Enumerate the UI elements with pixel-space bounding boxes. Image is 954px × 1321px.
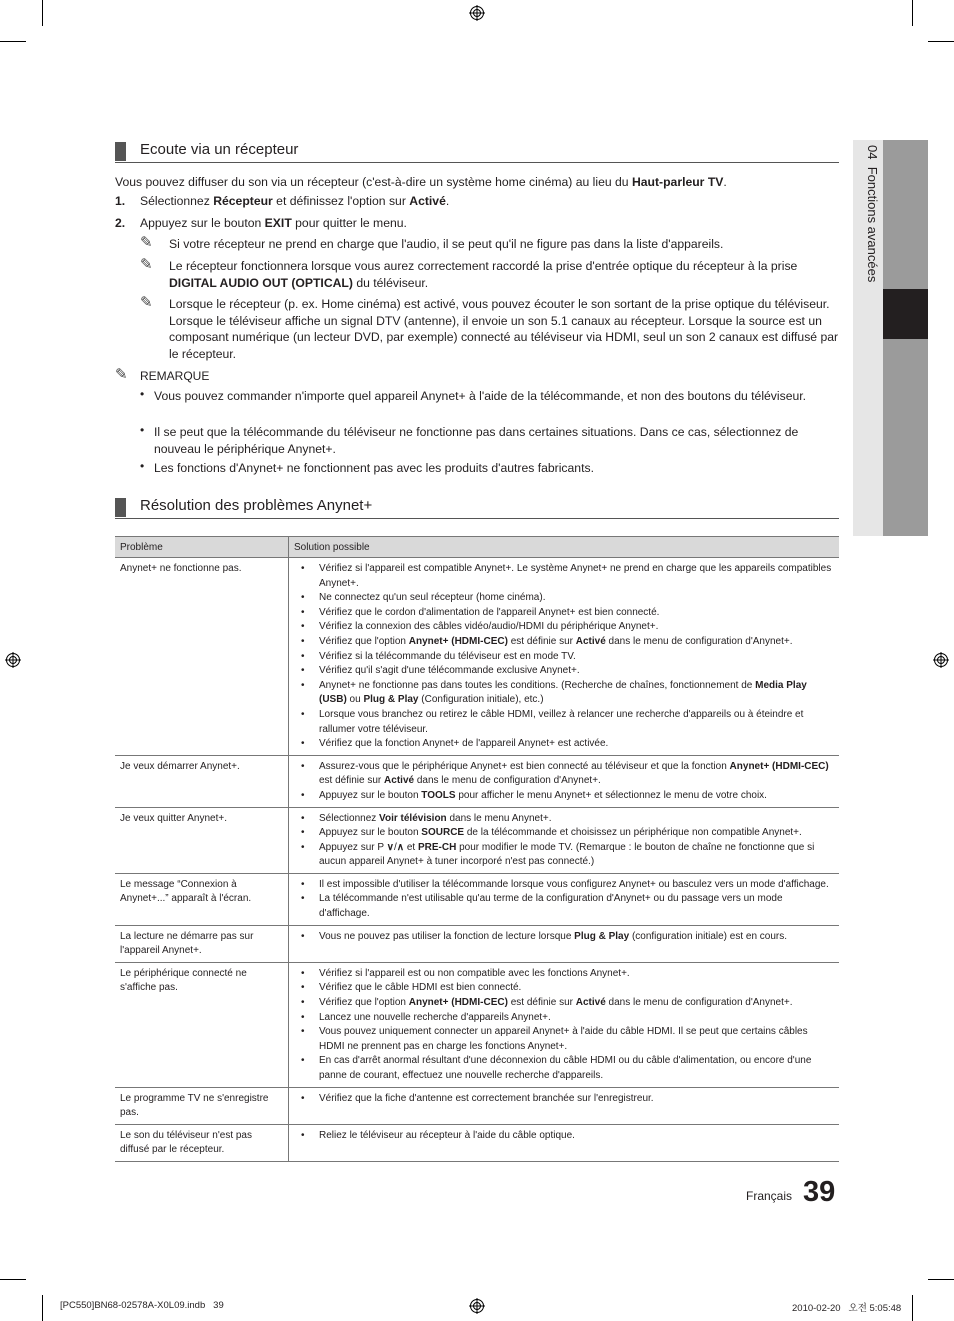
column-header-solution: Solution possible xyxy=(289,537,840,558)
solution-item: • Appuyez sur le bouton SOURCE de la télécommande et choisissez un périphérique non compatible Anynet+. xyxy=(294,826,834,841)
note-text: Lorsque le récepteur (p. ex. Home cinéma) est activé, vous pouvez écouter le son sortant de la prise optique du téléviseur. Lorsque le téléviseur affiche un signal DTV (antenne), il envoie un son 5.1 canaux au récepteur. Lorsque la source est un composant numérique (un lecteur DVD, par exemple) connecté au téléviseur via HDMI, seul un son 2 canaux est diffusé par le récepteur. xyxy=(169,297,839,361)
section-title: Ecoute via un récepteur xyxy=(140,141,299,158)
crop-mark xyxy=(928,1279,954,1280)
solution-item: • Vérifiez qu'il s'agit d'une télécommande exclusive Anynet+. xyxy=(294,664,834,679)
problem-cell: Le message “Connexion à Anynet+...” apparaît à l'écran. xyxy=(115,873,289,925)
table-row xyxy=(115,1087,839,1124)
crop-mark xyxy=(912,1295,913,1321)
solution-item: • Appuyez sur le bouton TOOLS pour afficher le menu Anynet+ et sélectionnez le menu de votre choix. xyxy=(294,789,834,804)
solution-item: • Il est impossible d'utiliser la télécommande lorsque vous configurez Anynet+ ou basculez vers un mode d'affichage. xyxy=(294,878,834,893)
problem-cell: La lecture ne démarre pas sur l'appareil Anynet+. xyxy=(115,925,289,962)
step-text: Sélectionnez Récepteur et définissez l'option sur Activé. xyxy=(140,194,450,208)
problem-cell: Le périphérique connecté ne s'affiche pas. xyxy=(115,962,289,1087)
solution-item: • Anynet+ ne fonctionne pas dans toutes les conditions. (Recherche de chaînes, fonctionnement de Media Play (USB) ou Plug & Play (Configuration initiale), etc.) xyxy=(294,679,834,708)
solution-item: • Vous pouvez uniquement connecter un appareil Anynet+ à l'aide du câble HDMI. Il se peut que certains câbles HDMI ne prennent pas en charge les fonctions Anynet+. xyxy=(294,1025,834,1054)
bullet-icon: • xyxy=(140,459,145,473)
crop-mark xyxy=(928,41,954,42)
solution-list xyxy=(294,1092,834,1107)
solution-item: • Vérifiez que l'option Anynet+ (HDMI-CEC) est définie sur Activé dans le menu de configuration d'Anynet+. xyxy=(294,635,834,650)
solution-item: • Vous ne pouvez pas utiliser la fonction de lecture lorsque Plug & Play (configuration initiale) est en cours. xyxy=(294,930,834,945)
solution-item: • Vérifiez la connexion des câbles vidéo/audio/HDMI du périphérique Anynet+. xyxy=(294,620,834,635)
section-heading xyxy=(115,140,839,163)
solution-list xyxy=(294,930,834,945)
bullet-icon: • xyxy=(140,423,145,437)
step-number: 2. xyxy=(115,216,126,230)
solution-cell xyxy=(289,807,840,873)
registration-mark-icon xyxy=(469,5,485,21)
table-row xyxy=(115,873,839,925)
section-heading xyxy=(115,496,839,519)
table-row xyxy=(115,807,839,873)
solution-list xyxy=(294,812,834,870)
problem-cell: Le programme TV ne s'enregistre pas. xyxy=(115,1087,289,1124)
solution-cell xyxy=(289,1087,840,1124)
solution-item: • Reliez le téléviseur au récepteur à l'aide du câble optique. xyxy=(294,1129,834,1144)
problem-cell: Le son du téléviseur n'est pas diffusé par le récepteur. xyxy=(115,1124,289,1161)
crop-mark xyxy=(0,41,26,42)
solution-item: • Ne connectez qu'un seul récepteur (home cinéma). xyxy=(294,591,834,606)
solution-list xyxy=(294,967,834,1084)
solution-cell xyxy=(289,873,840,925)
table-row xyxy=(115,755,839,807)
solution-cell xyxy=(289,558,840,756)
solution-item: • Appuyez sur P ∨/∧ et PRE-CH pour modifier le mode TV. (Remarque : le bouton de chaîne ne fonctionne que si aucun appareil Anynet+ à tuner incorporé n'est pas connecté.) xyxy=(294,841,834,870)
remark-label: REMARQUE xyxy=(140,369,210,383)
remark-pencil-icon: ✎ xyxy=(115,366,128,383)
solution-cell xyxy=(289,962,840,1087)
registration-mark-icon xyxy=(933,652,949,668)
footer-language: Français xyxy=(746,1189,793,1203)
page-number: 39 xyxy=(803,1176,836,1208)
solution-item: • Assurez-vous que le périphérique Anynet+ est bien connecté au téléviseur et que la fonction Anynet+ (HDMI-CEC) est définie sur Activé dans le menu de configuration d'Anynet+. xyxy=(294,760,834,789)
note-pencil-icon: ✎ xyxy=(140,234,153,251)
solution-list xyxy=(294,1129,834,1144)
section-title: Résolution des problèmes Anynet+ xyxy=(140,497,373,514)
registration-mark-icon xyxy=(469,1298,485,1314)
problem-cell: Anynet+ ne fonctionne pas. xyxy=(115,558,289,756)
heading-marker xyxy=(115,142,126,161)
heading-marker xyxy=(115,498,126,517)
solution-item: • Lorsque vous branchez ou retirez le câble HDMI, veillez à relancer une recherche d'appareils ou à éteindre et rallumer votre téléviseur. xyxy=(294,708,834,737)
problem-cell: Je veux démarrer Anynet+. xyxy=(115,755,289,807)
print-timestamp: 2010-02-20 오전 5:05:48 xyxy=(792,1303,902,1314)
table-row xyxy=(115,558,839,756)
step-text: Appuyez sur le bouton EXIT pour quitter le menu. xyxy=(140,216,407,230)
remark-item: Les fonctions d'Anynet+ ne fonctionnent pas avec les produits d'autres fabricants. xyxy=(154,461,594,475)
table-header-row xyxy=(115,537,839,558)
note-pencil-icon: ✎ xyxy=(140,294,153,311)
note-text: Le récepteur fonctionnera lorsque vous aurez correctement raccordé la prise d'entrée optique du récepteur à la prise DIGITAL AUDIO OUT (OPTICAL) du téléviseur. xyxy=(169,259,798,290)
crop-mark xyxy=(42,1295,43,1321)
solution-list xyxy=(294,562,834,752)
table-row xyxy=(115,962,839,1087)
column-header-problem: Problème xyxy=(115,537,289,558)
solution-item: • La télécommande n'est utilisable qu'au terme de la configuration d'Anynet+ ou du passage vers un mode d'affichage. xyxy=(294,892,834,921)
solution-list xyxy=(294,878,834,922)
remark-item: Il se peut que la télécommande du téléviseur ne fonctionne pas dans certaines situations. Dans ce cas, sélectionnez de nouveau le périphérique Anynet+. xyxy=(154,425,799,456)
solution-item: • Lancez une nouvelle recherche d'appareils Anynet+. xyxy=(294,1011,834,1026)
solution-item: • Sélectionnez Voir télévision dans le menu Anynet+. xyxy=(294,812,834,827)
solution-item: • Vérifiez que la fonction Anynet+ de l'appareil Anynet+ est activée. xyxy=(294,737,834,752)
solution-item: • Vérifiez que le cordon d'alimentation de l'appareil Anynet+ est bien connecté. xyxy=(294,606,834,621)
solution-list xyxy=(294,760,834,804)
chapter-tab-label: 04 Fonctions avancées xyxy=(865,145,880,283)
solution-item: • Vérifiez si la télécommande du téléviseur est en mode TV. xyxy=(294,650,834,665)
intro-paragraph: Vous pouvez diffuser du son via un récepteur (c'est-à-dire un système home cinéma) au lieu du Haut-parleur TV. xyxy=(115,175,727,189)
table-row xyxy=(115,925,839,962)
solution-cell xyxy=(289,755,840,807)
bullet-icon: • xyxy=(140,387,145,401)
crop-mark xyxy=(912,0,913,26)
solution-item: • En cas d'arrêt anormal résultant d'une déconnexion du câble HDMI ou du câble d'alimentation, ou encore d'une panne de courant, effectuez une nouvelle recherche d'appareils. xyxy=(294,1054,834,1083)
crop-mark xyxy=(0,1279,26,1280)
table-row xyxy=(115,1124,839,1161)
troubleshooting-table xyxy=(115,536,839,1162)
note-text: Si votre récepteur ne prend en charge que l'audio, il se peut qu'il ne figure pas dans la liste d'appareils. xyxy=(169,237,724,251)
solution-item: • Vérifiez que l'option Anynet+ (HDMI-CEC) est définie sur Activé dans le menu de configuration d'Anynet+. xyxy=(294,996,834,1011)
file-info: [PC550]BN68-02578A-X0L09.indb 39 xyxy=(60,1300,224,1311)
crop-mark xyxy=(42,0,43,26)
solution-item: • Vérifiez que la fiche d'antenne est correctement branchée sur l'enregistreur. xyxy=(294,1092,834,1107)
note-pencil-icon: ✎ xyxy=(140,256,153,273)
solution-item: • Vérifiez si l'appareil est compatible Anynet+. Le système Anynet+ ne prend en charge que les appareils compatibles Anynet+. xyxy=(294,562,834,591)
registration-mark-icon xyxy=(5,652,21,668)
problem-cell: Je veux quitter Anynet+. xyxy=(115,807,289,873)
remark-item: Vous pouvez commander n'importe quel appareil Anynet+ à l'aide de la télécommande, et non des boutons du téléviseur. xyxy=(154,389,807,403)
solution-item: • Vérifiez si l'appareil est ou non compatible avec les fonctions Anynet+. xyxy=(294,967,834,982)
chapter-tab-active xyxy=(883,289,928,339)
solution-cell xyxy=(289,1124,840,1161)
solution-item: • Vérifiez que le câble HDMI est bien connecté. xyxy=(294,981,834,996)
step-number: 1. xyxy=(115,194,126,208)
solution-cell xyxy=(289,925,840,962)
